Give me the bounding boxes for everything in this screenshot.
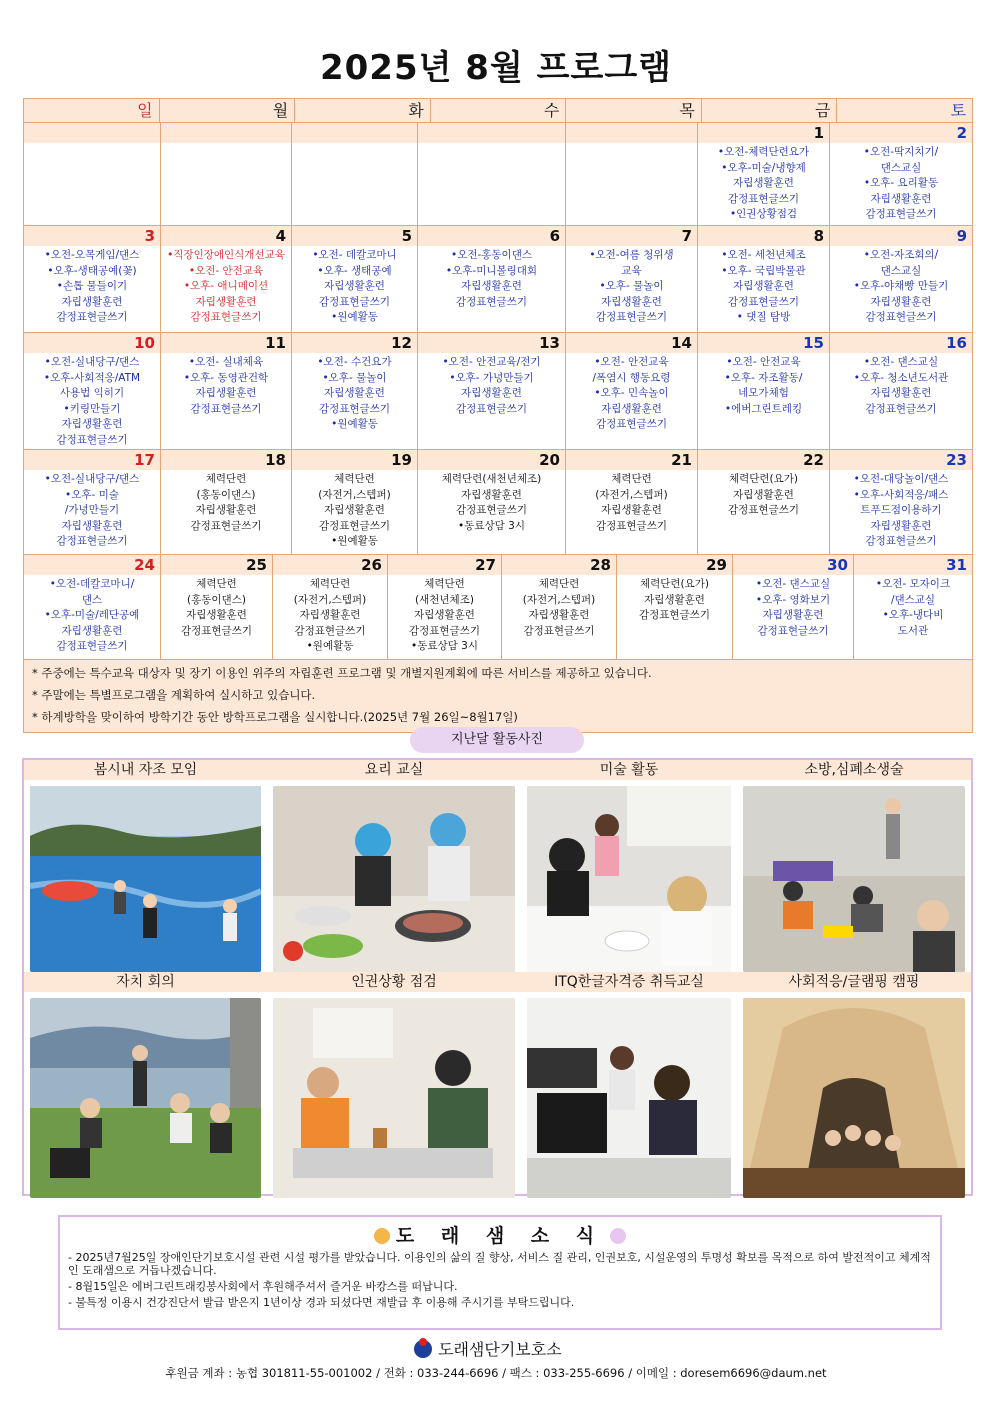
calendar-week [24,226,972,333]
photo-card [737,760,971,972]
day-number: 24 [24,555,161,575]
note: * 주중에는 특수교육 대상자 및 장기 이용인 위주의 자립훈련 프로그램 및 개별지원계획에 따른 서비스를 제공하고 있습니다. [32,666,652,680]
photo-card [737,972,971,1198]
photo-glamping [743,998,965,1198]
day-number [161,123,292,143]
day-schedule [161,143,292,225]
day-number: 19 [292,450,418,470]
week-content-row [24,246,972,332]
day-schedule: •오전-여름 청위생 교육 •오후- 물놀이 자립생활훈련 감정표현글쓰기 [566,246,698,332]
org-name: 도래샘단기보호소 [438,1339,562,1359]
photo-rights-check [273,998,515,1198]
calendar-week [24,450,972,555]
photo-label: 자치 회의 [24,972,267,992]
day-number: 13 [418,333,566,353]
day-number: 23 [946,451,967,469]
calendar-notes [24,660,972,732]
photo-label: 소방,심폐소생술 [737,760,971,780]
day-schedule: •오전-체력단련요가 •오후-미술/냉향제 자립생활훈련 감정표현글쓰기 •인권상황점검 [698,143,830,225]
weekday-tue: 화 [295,99,431,122]
page-title: 2025년 8월 프로그램 [319,48,673,88]
calendar-weekday-header [24,99,972,123]
week-content-row [24,353,972,449]
news-title: 도 래 샘 소 식 [60,1221,940,1248]
day-schedule: •오전-자조회의/ 댄스교실 •오후-야채빵 만들기 자립생활훈련 감정표현글쓰기 [853,249,949,323]
day-schedule: •오전-실내당구/댄스 •오후- 미술 /가녕만들기 자립생활훈련 감정표현글쓰기 [24,470,161,554]
day-number: 22 [698,450,830,470]
day-number [292,123,418,143]
photo-label: 사회적응/글램핑 캠핑 [737,972,971,992]
note: * 하계방학을 맞이하여 방학기간 동안 방학프로그램을 실시합니다.(2025년 7월 26일~8월17일) [32,710,518,724]
week-date-row [24,123,972,143]
weekday-fri: 금 [702,99,838,122]
photo-meeting [30,998,261,1198]
week-content-row [24,470,972,554]
week-date-row [24,555,972,575]
photo-card [24,760,267,972]
photo-computer-class [527,998,731,1198]
day-schedule: 체력단련(새천년체조) 자립생활훈련 감정표현글쓰기 •동료상담 3시 [418,470,566,554]
day-number: 2 [956,124,967,142]
activity-photos [22,758,973,1196]
day-schedule: •오전- 실내체육 •오후- 동영관건학 자립생활훈련 감정표현글쓰기 [161,353,292,449]
photo-cooking [273,786,515,972]
weekday-sat: 토 [950,101,967,120]
day-number: 3 [24,226,161,246]
day-schedule: •오전- 안전교육 /폭염시 행동요령 •오후- 민속놀이 자립생활훈련 감정표현글쓰기 [566,353,698,449]
day-schedule: 체력단련 (새천년체조) 자립생활훈련 감정표현글쓰기 •동료상담 3시 [388,575,502,659]
day-number: 29 [617,555,733,575]
day-schedule [566,143,698,225]
photo-label: 미술 활동 [521,760,737,780]
day-schedule: •오전-홍동이댄스 •오후-미니볼링대회 자립생활훈련 감정표현글쓰기 [418,246,566,332]
day-number: 4 [161,226,292,246]
day-schedule: •직장인장애인식개선교육 •오전- 안전교육 •오후- 애니메이션 자립생활훈련 감정표현글쓰기 [161,246,292,332]
day-schedule: •오전-딱지치기/ 댄스교실 •오후- 요리활동 자립생활훈련 감정표현글쓰기 [863,146,939,220]
week-content-row [24,575,972,659]
weekday-wed: 수 [431,99,567,122]
day-schedule: •오전-오목게임/댄스 •오후-생태공예(꽃) •손톱 물들이기 자립생활훈련 감정표현글쓰기 [24,246,161,332]
week-content-row [24,143,972,225]
photo-card [24,972,267,1198]
footer-contact: 후원금 계좌 : 농협 301811-55-001002 / 전화 : 033-244-6696 / 팩스 : 033-255-6696 / 이메일 : doresem6696@daum.net [165,1366,827,1380]
photo-label: 봄시내 자조 모임 [24,760,267,780]
day-schedule: •오전- 수건요가 •오후- 물놀이 자립생활훈련 감정표현글쓰기 •원예활동 [292,353,418,449]
day-number: 15 [698,333,830,353]
day-schedule: •오전- 안전교육/전기 •오후- 가녕만들기 자립생활훈련 감정표현글쓰기 [418,353,566,449]
photo-label: ITQ한글자격증 취득교실 [521,972,737,992]
calendar-week [24,555,972,660]
calendar-weeks [24,123,972,660]
day-number [24,123,161,143]
day-schedule [418,143,566,225]
day-schedule: 체력단련 (자전거,스텝퍼) 자립생활훈련 감정표현글쓰기 •원예활동 [292,470,418,554]
photo-card [521,760,737,972]
day-schedule: •오전- 댄스교실 •오후- 청소년도서관 자립생활훈련 감정표현글쓰기 [853,356,949,415]
day-number: 17 [24,450,161,470]
day-number: 18 [161,450,292,470]
news-box [58,1215,942,1330]
photo-card [267,972,521,1198]
day-schedule: 체력단련 (자전거,스텝퍼) 자립생활훈련 감정표현글쓰기 [566,470,698,554]
news-item: - 8월15일은 에버그린트래킹봉사회에서 후원해주셔서 즐거운 바캉스를 떠납니다. [68,1280,458,1293]
day-number [418,123,566,143]
day-schedule: •오전- 안전교육 •오후- 자조활동/ 네모가체험 •에버그린트레킹 [698,353,830,449]
photo-card [521,972,737,1198]
day-number: 14 [566,333,698,353]
weekday-thu: 목 [566,99,702,122]
news-item: - 2025년7월25일 장애인단기보호시설 관련 시설 평가를 받았습니다. 이용인의 삶의 질 향상, 서비스 질 관리, 인권보호, 시설운영의 투명성 확보를 목적으로 하여 발전적이고 체계적인 도래샘으로 거듭나겠습니다. [68,1251,931,1277]
photo-swimming [30,786,261,972]
week-date-row [24,333,972,353]
logo-icon [412,1337,434,1359]
weekday-mon: 월 [160,99,296,122]
day-schedule: •오전-데칼코마니/ 댄스 •오후-미술/레단공예 자립생활훈련 감정표현글쓰기 [24,575,161,659]
day-number: 11 [161,333,292,353]
day-number: 30 [733,555,854,575]
day-schedule: •오전- 댄스교실 •오후- 영화보기 자립생활훈련 감정표현글쓰기 [733,575,854,659]
week-date-row [24,450,972,470]
day-schedule: 체력단련 (자전거,스텝퍼) 자립생활훈련 감정표현글쓰기 [502,575,617,659]
day-schedule: •오전-실내당구/댄스 •오후-사회적응/ATM 사용법 익히기 •키링만들기 자립생활훈련 감정표현글쓰기 [24,353,161,449]
day-schedule: 체력단련(요가) 자립생활훈련 감정표현글쓰기 [617,575,733,659]
calendar-week [24,123,972,226]
day-schedule: 체력단련 (홍동이댄스) 자립생활훈련 감정표현글쓰기 [161,575,273,659]
day-number: 12 [292,333,418,353]
day-number: 9 [956,227,967,245]
day-schedule [24,143,161,225]
calendar [23,98,973,733]
day-number: 25 [161,555,273,575]
day-schedule: •오전-대당놀이/댄스 •오후-사회적응/패스 트푸드점이용하기 자립생활훈련 감정표현글쓰기 [853,473,949,547]
week-date-row [24,226,972,246]
day-number: 1 [698,123,830,143]
org-logo [412,1336,562,1360]
photo-label: 요리 교실 [267,760,521,780]
photo-label: 인권상황 점검 [267,972,521,992]
calendar-week [24,333,972,450]
day-schedule: •오전- 데칼코마니 •오후- 생태공예 자립생활훈련 감정표현글쓰기 •원예활동 [292,246,418,332]
day-number [566,123,698,143]
day-number: 5 [292,226,418,246]
circle-icon [374,1228,390,1244]
day-number: 21 [566,450,698,470]
photo-cpr [743,786,965,972]
weekday-sun: 일 [24,99,160,122]
day-schedule [292,143,418,225]
day-number: 16 [946,334,967,352]
day-schedule: •오전- 세천년체조 •오후- 국립박물관 자립생활훈련 감정표현글쓰기 • 댓질 탐방 [698,246,830,332]
day-number: 20 [418,450,566,470]
day-schedule: •오전- 모자이크 /댄스교실 •오후-냉다비 도서관 [875,578,951,637]
day-number: 27 [388,555,502,575]
day-number: 28 [502,555,617,575]
day-number: 31 [946,556,967,574]
activity-photos-title: 지난달 활동사진 [410,727,584,753]
day-schedule: 체력단련 (홍동이댄스) 자립생활훈련 감정표현글쓰기 [161,470,292,554]
circle-icon [610,1228,626,1244]
day-schedule: 체력단련 (자전거,스텝퍼) 자립생활훈련 감정표현글쓰기 •원예활동 [273,575,388,659]
note: * 주말에는 특별프로그램을 계획하여 실시하고 있습니다. [32,688,316,702]
news-item: - 불특정 이용시 건강진단서 발급 받은지 1년이상 경과 되셨다면 재발급 후 이용해 주시기를 부탁드립니다. [68,1296,575,1309]
day-schedule: 체력단련(요가) 자립생활훈련 감정표현글쓰기 [698,470,830,554]
photo-card [267,760,521,972]
day-number: 10 [24,333,161,353]
day-number: 6 [418,226,566,246]
photo-art [527,786,731,972]
day-number: 7 [566,226,698,246]
day-number: 26 [273,555,388,575]
day-number: 8 [698,226,830,246]
